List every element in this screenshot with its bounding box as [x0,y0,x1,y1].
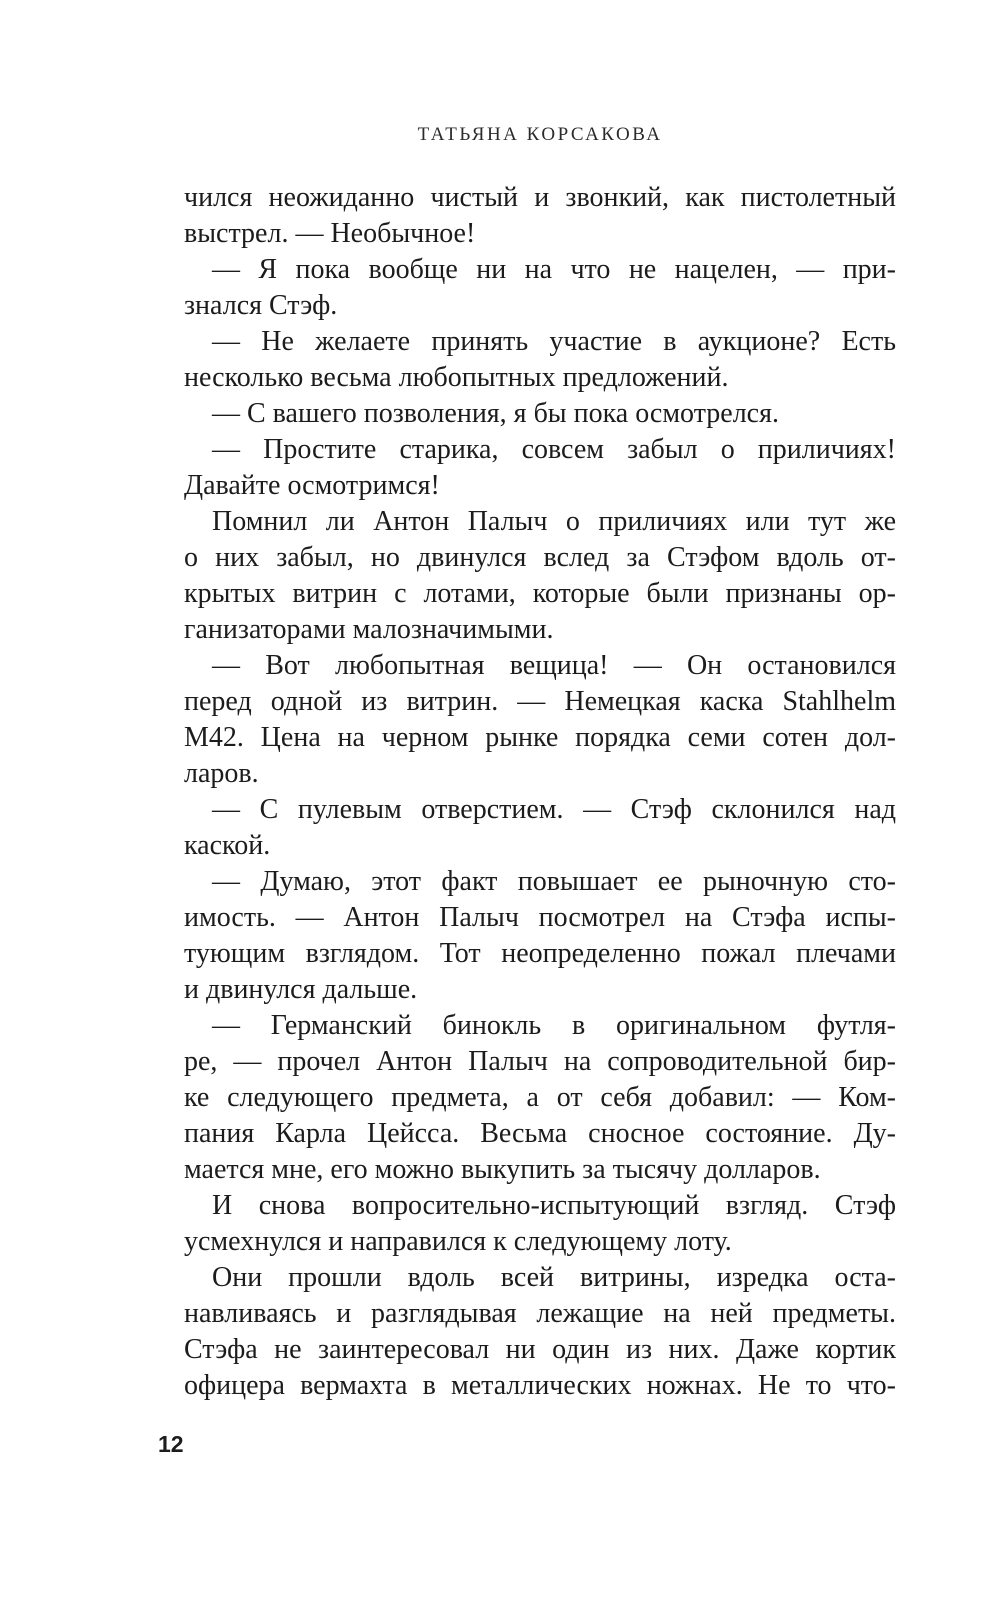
text-line: ре, — прочел Антон Палыч на сопроводительной бир- [184,1046,896,1077]
text-line: офицера вермахта в металлических ножнах. Не то что- [184,1370,896,1401]
page-text [184,180,896,1404]
text-line: — Думаю, этот факт повышает ее рыночную сто- [212,866,896,897]
page-number: 12 [158,1431,184,1457]
text-line: крытых витрин с лотами, которые были признаны ор- [184,578,896,609]
text-line: перед одной из витрин. — Немецкая каска Stahlhelm [184,686,896,717]
text-line: — С пулевым отверстием. — Стэф склонился над [212,794,896,825]
text-line: — С вашего позволения, я бы пока осмотрелся. [212,398,779,429]
text-line: М42. Цена на черном рынке порядка семи сотен дол- [184,722,896,753]
text-line: Давайте осмотримся! [184,470,440,501]
text-line: навливаясь и разглядывая лежащие на ней предметы. [184,1298,896,1329]
text-line: несколько весьма любопытных предложений. [184,362,729,393]
text-line: Они прошли вдоль всей витрины, изредка оста- [212,1262,896,1293]
text-line: — Простите старика, совсем забыл о приличиях! [212,434,896,465]
text-line: — Германский бинокль в оригинальном футля- [212,1010,896,1041]
text-line: — Я пока вообще ни на что не нацелен, — при- [212,254,896,285]
text-line: усмехнулся и направился к следующему лоту. [184,1226,732,1257]
text-line: имость. — Антон Палыч посмотрел на Стэфа испы- [184,902,896,933]
text-line: пания Карла Цейсса. Весьма сносное состояние. Ду- [184,1118,896,1149]
text-line: выстрел. — Необычное! [184,218,476,249]
text-line: мается мне, его можно выкупить за тысячу долларов. [184,1154,821,1185]
text-line: Помнил ли Антон Палыч о приличиях или тут же [212,506,896,537]
text-line: Стэфа не заинтересовал ни один из них. Даже кортик [184,1334,896,1365]
text-line: ганизаторами малозначимыми. [184,614,554,645]
text-line: о них забыл, но двинулся вслед за Стэфом вдоль от- [184,542,896,573]
text-line: каской. [184,830,271,861]
text-line: — Не желаете принять участие в аукционе? Есть [212,326,896,357]
text-line: ке следующего предмета, а от себя добавил: — Ком- [184,1082,896,1113]
text-line: и двинулся дальше. [184,974,418,1005]
text-line: ларов. [184,758,259,789]
text-line: знался Стэф. [184,290,338,321]
text-line: тующим взглядом. Тот неопределенно пожал плечами [184,938,896,969]
text-line: И снова вопросительно-испытующий взгляд. Стэф [212,1190,896,1221]
text-line: чился неожиданно чистый и звонкий, как пистолетный [184,182,896,213]
text-line: — Вот любопытная вещица! — Он остановился [212,650,896,681]
running-header: ТАТЬЯНА КОРСАКОВА [417,124,663,145]
